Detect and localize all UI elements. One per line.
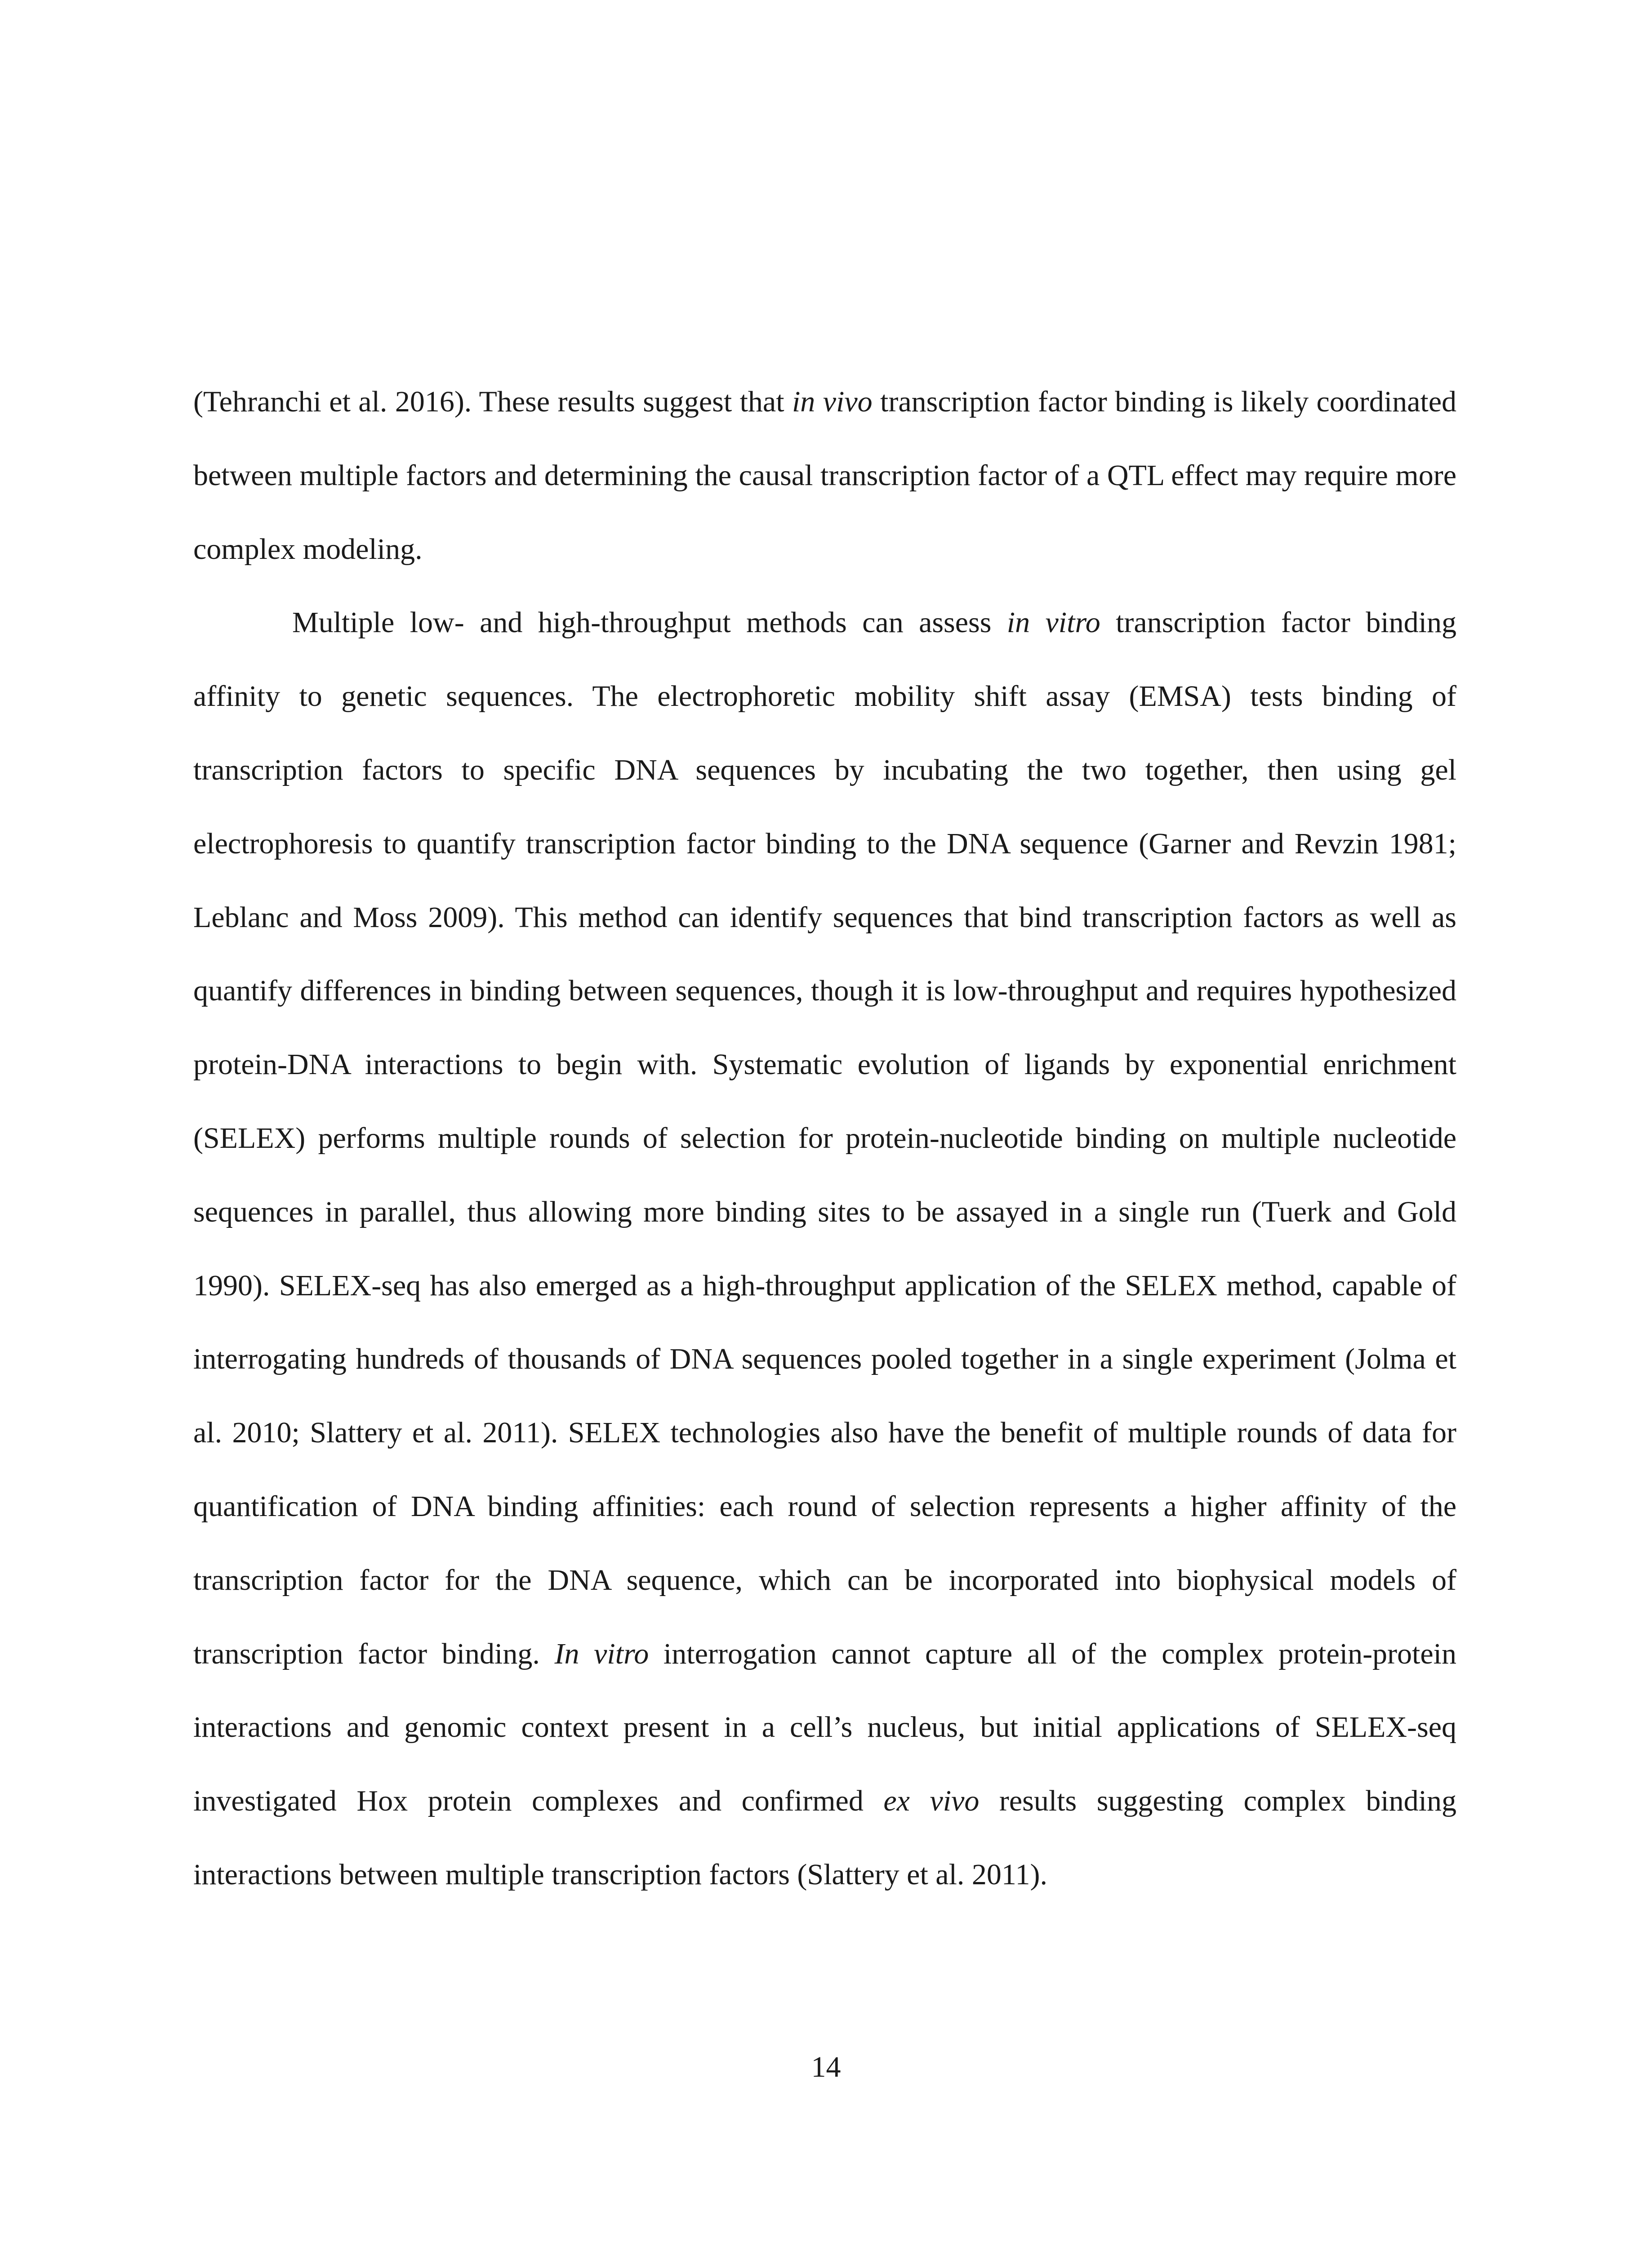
italic-term: in vivo: [792, 385, 873, 418]
italic-term: In vitro: [554, 1637, 649, 1670]
italic-term: in vitro: [1006, 606, 1100, 639]
text-segment: transcription factor binding affinity to genetic sequences. The electrophoretic mobility shift assay (EMSA) tests binding of transcription factors to specific DNA sequences by incubating the two together, then using gel electrophoresis to quantify transcription factor binding to the DNA sequence (Garner and Revzin 1981; Leblanc and Moss 2009). This method can identify sequences that bind transcription factors as well as quantify differences in binding between sequences, though it is low-throughput and requires hypothesized protein-DNA interactions to begin with. Systematic evolution of ligands by exponential enrichment (SELEX) performs multiple rounds of selection for protein-nucleotide binding on multiple nucleotide sequences in parallel, thus allowing more binding sites to be assayed in a single run (Tuerk and Gold 1990). SELEX-seq has also emerged as a high-throughput application of the SELEX method, capable of interrogating hundreds of thousands of DNA sequences pooled together in a single experiment (Jolma et al. 2010; Slattery et al. 2011). SELEX technologies also have the benefit of multiple rounds of data for quantification of DNA binding affinities: each round of selection represents a higher affinity of the transcription factor for the DNA sequence, which can be incorporated into biophysical models of transcription factor binding.: [193, 606, 1456, 1670]
text-segment: Multiple low- and high-throughput methods can assess: [292, 606, 1007, 639]
text-segment: interrogation cannot capture all of the complex protein-protein interactions and genomic context present in a cell’s nucleus, but initial applications of SELEX-seq investigated Hox protein complexes and confirmed: [193, 1637, 1456, 1818]
page-number: 14: [811, 2051, 841, 2083]
italic-term: ex vivo: [883, 1784, 980, 1818]
paragraph-2: [193, 586, 1456, 1911]
text-segment: (Tehranchi et al. 2016). These results suggest that: [193, 385, 792, 418]
text-segment: transcription factor binding is likely coordinated between multiple factors and determining the causal transcription factor of a QTL effect may require more complex modeling.: [193, 385, 1457, 566]
text-segment: results suggesting complex binding interactions between multiple transcription factors (Slattery et al. 2011).: [193, 1784, 1457, 1891]
paragraph-1: [193, 365, 1456, 586]
body-text: [193, 365, 1456, 1912]
